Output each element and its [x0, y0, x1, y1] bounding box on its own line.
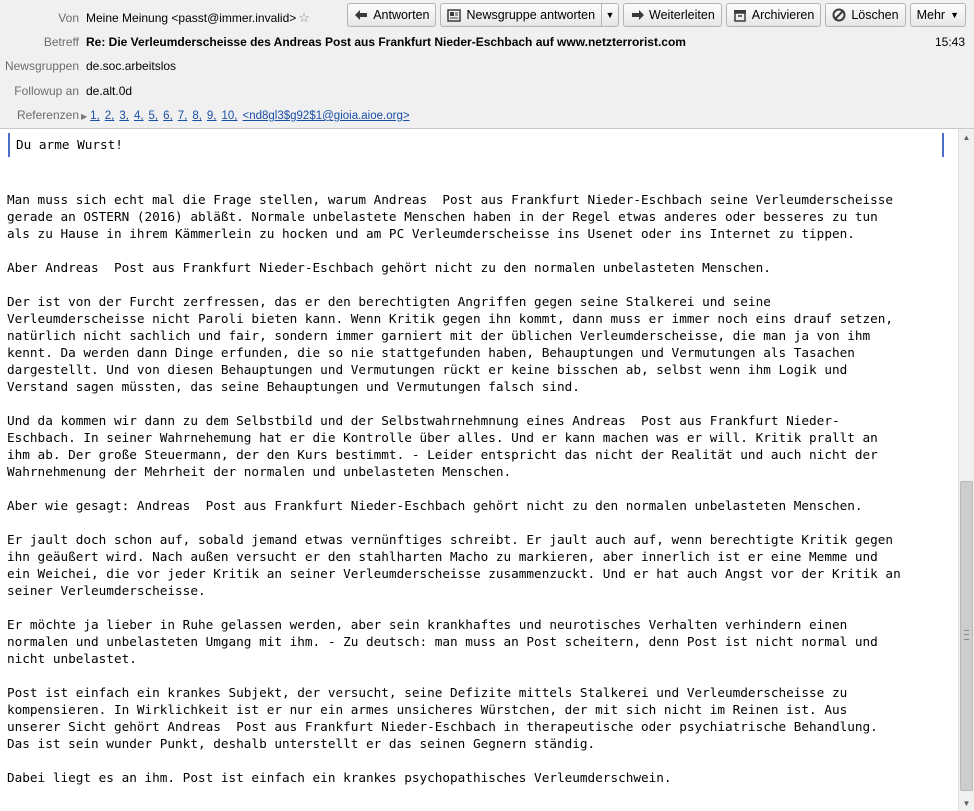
reply-arrow-icon	[354, 8, 368, 22]
body-paragraph: Und da kommen wir dann zu dem Selbstbild und der Selbstwahrnehmnung eines Andreas Post aus Frankfurt Nieder- Eschbach. In seiner Wahrnehemung hat er die Kontrolle über alles. Und er kann machen was er will. Kritik prallt an ihm ab. Der große Steuermann, der den Kurs bestimmt. - Leider entspricht das nicht der Realität und auch nicht der Wahrnehmenung der Mehrheit der normalen und unbelasteten Menschen.	[7, 413, 878, 479]
archive-button[interactable]	[726, 3, 822, 27]
more-label: Mehr	[916, 8, 946, 22]
reference-link[interactable]: 2,	[104, 110, 115, 122]
quoted-text	[8, 133, 944, 157]
reply-newsgroup-button[interactable]	[440, 3, 619, 27]
reference-link[interactable]: 10,	[221, 110, 238, 122]
followup-label: Followup an	[14, 84, 79, 98]
references-label: Referenzen	[16, 108, 79, 122]
quote-line: Du arme Wurst!	[16, 137, 123, 152]
reference-link[interactable]: 7,	[177, 110, 188, 122]
reply-button[interactable]	[347, 3, 436, 27]
body-paragraph: Er jault doch schon auf, sobald jemand etwas vernünftiges schreibt. Er jault auch auf, wenn berechtigte Kritik gegen ihn geäußert wird. Nach außen versucht er den stahlharten Macho zu markieren, aber innerlich ist er eine Memme und ein Weichei, die vor jeder Kritik an seiner Verleumderscheisse zusammenzuckt. Und er hat auch Angst vor der Kritik an seiner Verleumderscheisse.	[7, 532, 901, 598]
body-paragraph: Er möchte ja lieber in Ruhe gelassen werden, aber sein krankhaftes und neurotisches Verhalten verhindern einen normalen und unbelasteten Umgang mit ihm. - Zu deutsch: man muss an Post scheitern, denn Post ist nicht normal und nicht unbelastet.	[7, 617, 878, 666]
body-paragraph: Aber Andreas Post aus Frankfurt Nieder-Eschbach gehört nicht zu den normalen unbelasteten Menschen.	[7, 260, 771, 275]
scrollbar-thumb[interactable]	[960, 481, 973, 791]
newsgroups-label: Newsgruppen	[4, 59, 79, 73]
reply-newsgroup-label: Newsgruppe antworten	[466, 8, 596, 22]
body-paragraph: Post ist einfach ein krankes Subjekt, der versucht, seine Defizite mittels Stalkerei und Verleumderscheisse zu kompensieren. In Wirklichkeit ist er nur ein armes unsicheres Würstchen, der mit sich nicht im Reinen ist. Aus unserer Sicht gehört Andreas Post aus Frankfurt Nieder-Eschbach in therapeutische oder psychiatrische Behandlung. Das ist sein wunder Punkt, deshalb unterstellt er das seinen Gegnern ständig.	[7, 685, 878, 751]
body-paragraph: Der ist von der Furcht zerfressen, das er den berechtigten Angriffen gegen seine Stalkerei und seine Verleumderscheisse nicht Paroli bieten kann. Wenn Kritik gegen ihn kommt, dann muss er immer noch eins drauf setzen, natürlich nicht sachlich und fair, sondern immer garniert mit der üblichen Verleumderscheisse, die man ja von ihm kennt. Da werden dann Dinge erfunden, die so nie stattgefunden haben, Behauptungen und Vermutungen als Tasachen dargestellt. Und von diesen Behauptungen und Vermutungen rückt er keine bisschen ab, selbst wenn ihm Logik und Verstand sagen müssten, das seine Behauptungen und Vermutungen falsch sind.	[7, 294, 894, 394]
scroll-down-arrow-icon[interactable]: ▼	[962, 798, 971, 808]
sender-address[interactable]: Meine Meinung <passt@immer.invalid>	[86, 11, 297, 25]
subject-value: Re: Die Verleumderscheisse des Andreas Post aus Frankfurt Nieder-Eschbach auf www.netzterrorist.com	[86, 35, 686, 49]
from-label: Von	[58, 11, 79, 25]
body-paragraph: Dabei liegt es an ihm. Post ist einfach ein krankes psychopathisches Verleumderschwein.	[7, 770, 672, 785]
references-list	[81, 105, 415, 127]
message-paragraphs	[7, 191, 952, 803]
delete-label: Löschen	[851, 8, 899, 22]
message-header	[0, 0, 974, 129]
message-toolbar	[347, 3, 966, 27]
reference-link[interactable]: 8,	[192, 110, 202, 122]
subject-label: Betreff	[43, 35, 79, 49]
expand-triangle-icon[interactable]: ▶	[81, 112, 88, 121]
reference-link[interactable]: 4,	[133, 110, 144, 122]
newsgroup-icon	[447, 8, 461, 22]
vertical-scrollbar[interactable]	[958, 129, 974, 811]
message-time: 15:43	[934, 35, 965, 49]
reference-link[interactable]: 3,	[119, 110, 129, 122]
grip-icon	[964, 630, 969, 640]
reference-link[interactable]: 1,	[90, 110, 100, 122]
forward-arrow-icon	[630, 8, 644, 22]
archive-label: Archivieren	[751, 8, 815, 22]
reference-link[interactable]: 9,	[206, 110, 217, 122]
delete-button[interactable]	[825, 3, 905, 27]
from-value[interactable]	[86, 8, 310, 28]
scroll-up-arrow-icon[interactable]: ▲	[962, 132, 971, 142]
body-paragraph: Aber wie gesagt: Andreas Post aus Frankfurt Nieder-Eschbach gehört nicht zu den normalen unbelasteten Menschen.	[7, 498, 863, 513]
more-button[interactable]	[910, 3, 966, 27]
chevron-down-icon[interactable]: ▼	[601, 4, 618, 26]
forward-label: Weiterleiten	[649, 8, 715, 22]
newsgroups-value[interactable]: de.soc.arbeitslos	[86, 59, 177, 73]
delete-circle-icon	[832, 8, 846, 22]
more-chevron-icon: ▼	[950, 10, 959, 20]
reference-message-id-link[interactable]: <nd8gl3$g92$1@gioia.aioe.org>	[242, 110, 410, 122]
reference-link[interactable]: 6,	[163, 110, 173, 122]
message-body[interactable]	[0, 129, 958, 811]
reply-label: Antworten	[373, 8, 430, 22]
followup-value[interactable]: de.alt.0d	[86, 84, 133, 98]
star-outline-icon[interactable]: ☆	[298, 10, 310, 25]
reference-link[interactable]: 5,	[148, 110, 159, 122]
body-paragraph: Man muss sich echt mal die Frage stellen, warum Andreas Post aus Frankfurt Nieder-Eschbach seine Verleumderscheisse gerade an OSTERN (2016) abläßt. Normale unbelastete Menschen haben in der Regel etwas anderes oder besseres zu tun als zu Hause in ihrem Kämmerlein zu hocken und am PC Verleumderscheisse ins Usenet oder ins Internet zu tippen.	[7, 192, 894, 241]
archive-box-icon	[733, 8, 747, 22]
forward-button[interactable]	[623, 3, 722, 27]
